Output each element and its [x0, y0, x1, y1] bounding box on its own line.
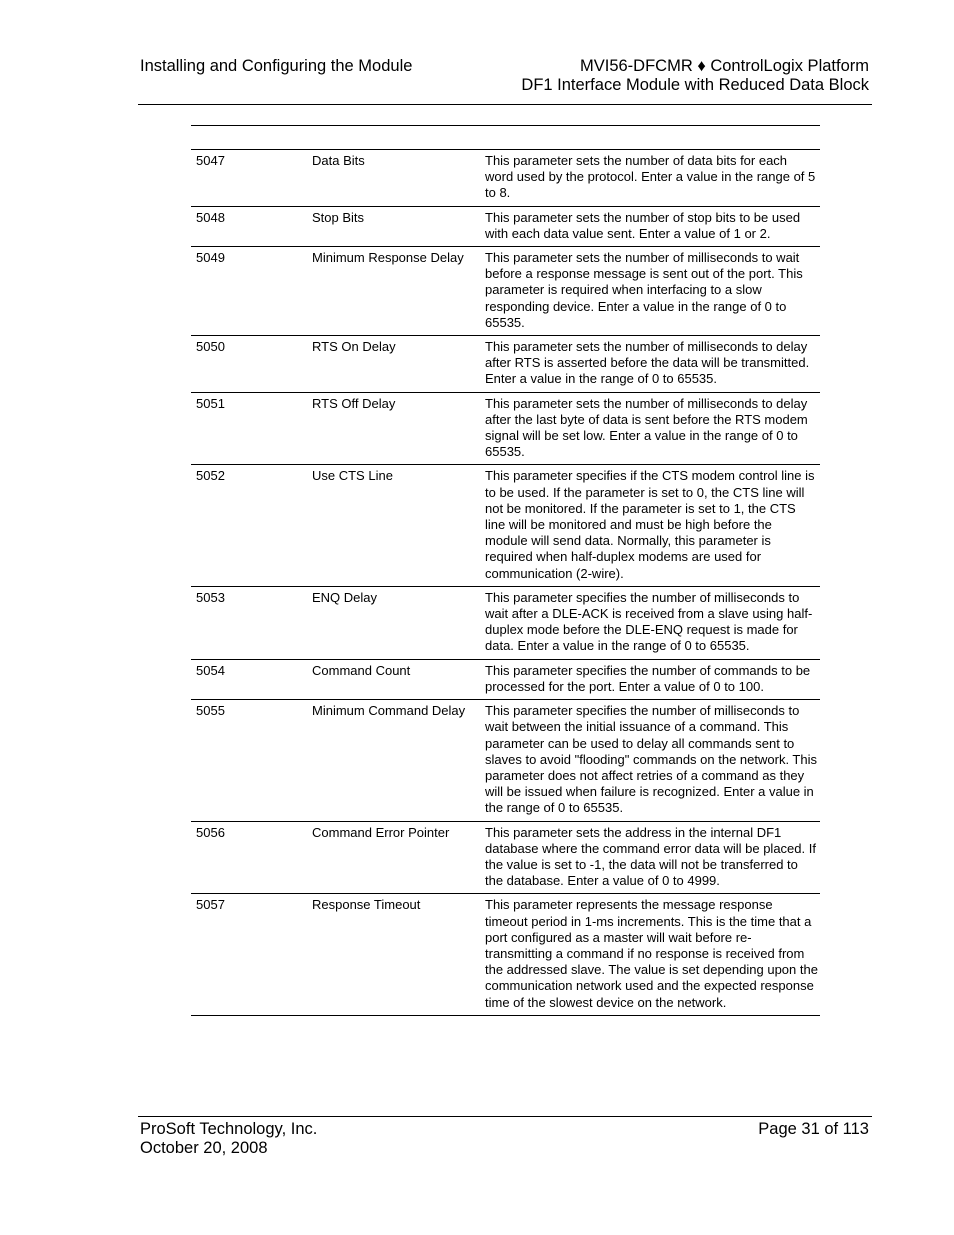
footer-date: October 20, 2008 — [140, 1139, 268, 1157]
parameter-name: RTS On Delay — [307, 336, 480, 393]
parameter-description: This parameter represents the message response timeout period in 1-ms increments. This is the time that a port configured as a master will wait before re-transmitting a command if no response is received from the addressed slave. The value is set depending upon the communication network used and the expected response time of the slowest device on the network. — [480, 894, 820, 1015]
parameter-description: This parameter sets the number of milliseconds to delay after RTS is asserted before the data will be transmitted. Enter a value in the range of 0 to 65535. — [480, 336, 820, 393]
table-row — [191, 336, 820, 393]
footer-page-number: Page 31 of 113 — [758, 1120, 869, 1138]
table-row — [191, 821, 820, 894]
parameter-name: Command Count — [307, 659, 480, 699]
header-divider — [138, 104, 872, 105]
parameter-table-container — [191, 125, 820, 1016]
parameter-description: This parameter sets the number of milliseconds to delay after the last byte of data is sent before the RTS modem signal will be set low. Enter a value in the range of 0 to 65535. — [480, 392, 820, 465]
parameter-offset: 5057 — [191, 894, 307, 1015]
header-product-line2: DF1 Interface Module with Reduced Data Block — [521, 76, 869, 94]
parameter-name: Minimum Response Delay — [307, 247, 480, 336]
parameter-name: Use CTS Line — [307, 465, 480, 586]
parameter-description: This parameter sets the number of milliseconds to wait before a response message is sent out of the port. This parameter is required when interfacing to a slow responding device. Enter a value in the range of 0 to 65535. — [480, 247, 820, 336]
header-product-line1: MVI56-DFCMR ♦ ControlLogix Platform — [580, 57, 869, 75]
table-row — [191, 206, 820, 246]
parameter-offset: 5056 — [191, 821, 307, 894]
parameter-name: Response Timeout — [307, 894, 480, 1015]
table-row — [191, 586, 820, 659]
table-top-divider — [191, 125, 820, 149]
table-row — [191, 659, 820, 699]
parameter-offset: 5053 — [191, 586, 307, 659]
parameter-offset: 5047 — [191, 150, 307, 207]
parameter-table-body — [191, 150, 820, 1016]
parameter-offset: 5052 — [191, 465, 307, 586]
table-row — [191, 392, 820, 465]
parameter-offset: 5055 — [191, 700, 307, 821]
parameter-description: This parameter specifies the number of milliseconds to wait after a DLE-ACK is received from a slave using half-duplex mode before the DLE-ENQ request is made for data. Enter a value in the range of 0 to 65535. — [480, 586, 820, 659]
parameter-name: Data Bits — [307, 150, 480, 207]
footer-company: ProSoft Technology, Inc. — [140, 1120, 318, 1138]
parameter-description: This parameter sets the number of stop bits to be used with each data value sent. Enter a value of 1 or 2. — [480, 206, 820, 246]
parameter-name: Minimum Command Delay — [307, 700, 480, 821]
parameter-offset: 5051 — [191, 392, 307, 465]
parameter-offset: 5050 — [191, 336, 307, 393]
parameter-description: This parameter sets the number of data bits for each word used by the protocol. Enter a value in the range of 5 to 8. — [480, 150, 820, 207]
parameter-description: This parameter specifies the number of milliseconds to wait between the initial issuance of a command. This parameter can be used to delay all commands sent to slaves to avoid "flooding" commands on the network. This parameter does not affect retries of a command as they will be issued when failure is recognized. Enter a value in the range of 0 to 65535. — [480, 700, 820, 821]
parameter-offset: 5048 — [191, 206, 307, 246]
parameter-name: Command Error Pointer — [307, 821, 480, 894]
table-row — [191, 247, 820, 336]
parameter-name: Stop Bits — [307, 206, 480, 246]
footer-divider — [138, 1116, 872, 1117]
header-product — [521, 57, 869, 95]
parameter-offset: 5054 — [191, 659, 307, 699]
parameter-description: This parameter sets the address in the internal DF1 database where the command error data will be placed. If the value is set to -1, the data will not be transferred to the database. Enter a value of 0 to 4999. — [480, 821, 820, 894]
parameter-table — [191, 149, 820, 1016]
footer-left — [140, 1120, 317, 1158]
table-row — [191, 894, 820, 1015]
table-row — [191, 465, 820, 586]
header-section-title: Installing and Configuring the Module — [140, 57, 413, 75]
table-row — [191, 700, 820, 821]
table-row — [191, 150, 820, 207]
parameter-name: RTS Off Delay — [307, 392, 480, 465]
parameter-name: ENQ Delay — [307, 586, 480, 659]
parameter-offset: 5049 — [191, 247, 307, 336]
parameter-description: This parameter specifies the number of commands to be processed for the port. Enter a value of 0 to 100. — [480, 659, 820, 699]
parameter-description: This parameter specifies if the CTS modem control line is to be used. If the parameter is set to 0, the CTS line will not be monitored. If the parameter is set to 1, the CTS line will be monitored and must be high before the module will send data. Normally, this parameter is required when half-duplex modems are used for communication (2-wire). — [480, 465, 820, 586]
